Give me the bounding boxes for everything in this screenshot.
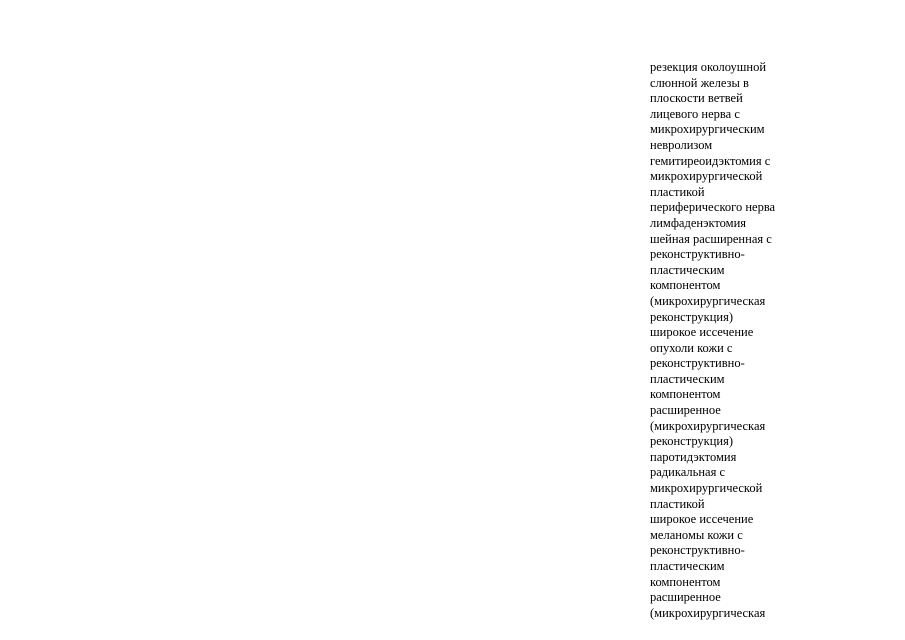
text-line: (микрохирургическая — [650, 418, 766, 433]
text-line: реконструкция) — [650, 309, 734, 324]
text-line: широкое иссечение — [650, 325, 754, 340]
text-line: опухоли кожи с — [650, 340, 733, 355]
text-line: широкое иссечение — [650, 512, 754, 527]
text-line: пластическим — [650, 559, 725, 573]
text-line: лицевого нерва с — [650, 106, 740, 121]
text-line: пластическим — [650, 371, 725, 386]
text-line: реконструктивно- — [650, 543, 745, 558]
text-line: (микрохирургическая — [650, 293, 766, 308]
text-line: лимфаденэктомия — [650, 215, 747, 230]
text-line: меланомы кожи с — [650, 527, 743, 542]
text-line: пластическим — [650, 262, 725, 277]
text-line: реконструктивно- — [650, 356, 745, 371]
text-line: расширенное — [650, 403, 721, 418]
text-line: микрохирургической — [650, 481, 763, 496]
text-line: шейная расширенная с — [650, 231, 772, 246]
text-line: микрохирургической — [650, 169, 763, 184]
text-line: компонентом — [650, 278, 721, 293]
text-line: слюнной железы в — [650, 75, 749, 90]
text-line: (микрохирургическая — [650, 605, 766, 620]
text-line: реконструктивно- — [650, 247, 745, 262]
text-line: паротидэктомия — [650, 449, 737, 464]
text-line: компонентом — [650, 387, 721, 402]
text-line: микрохирургическим — [650, 122, 765, 137]
text-line: расширенное — [650, 590, 721, 605]
text-line: пластикой — [650, 496, 705, 511]
text-line: периферического нерва — [650, 200, 776, 215]
text-line: гемитиреоидэктомия с — [650, 153, 771, 168]
text-line: невролизом — [650, 137, 713, 152]
procedure-list — [650, 60, 895, 621]
text-line: реконструкция) — [650, 434, 734, 449]
text-line: плоскости ветвей — [650, 91, 743, 106]
text-line: пластикой — [650, 184, 705, 199]
text-line: резекция околоушной — [650, 60, 767, 74]
text-line: компонентом — [650, 574, 721, 589]
text-line: радикальная с — [650, 465, 725, 480]
